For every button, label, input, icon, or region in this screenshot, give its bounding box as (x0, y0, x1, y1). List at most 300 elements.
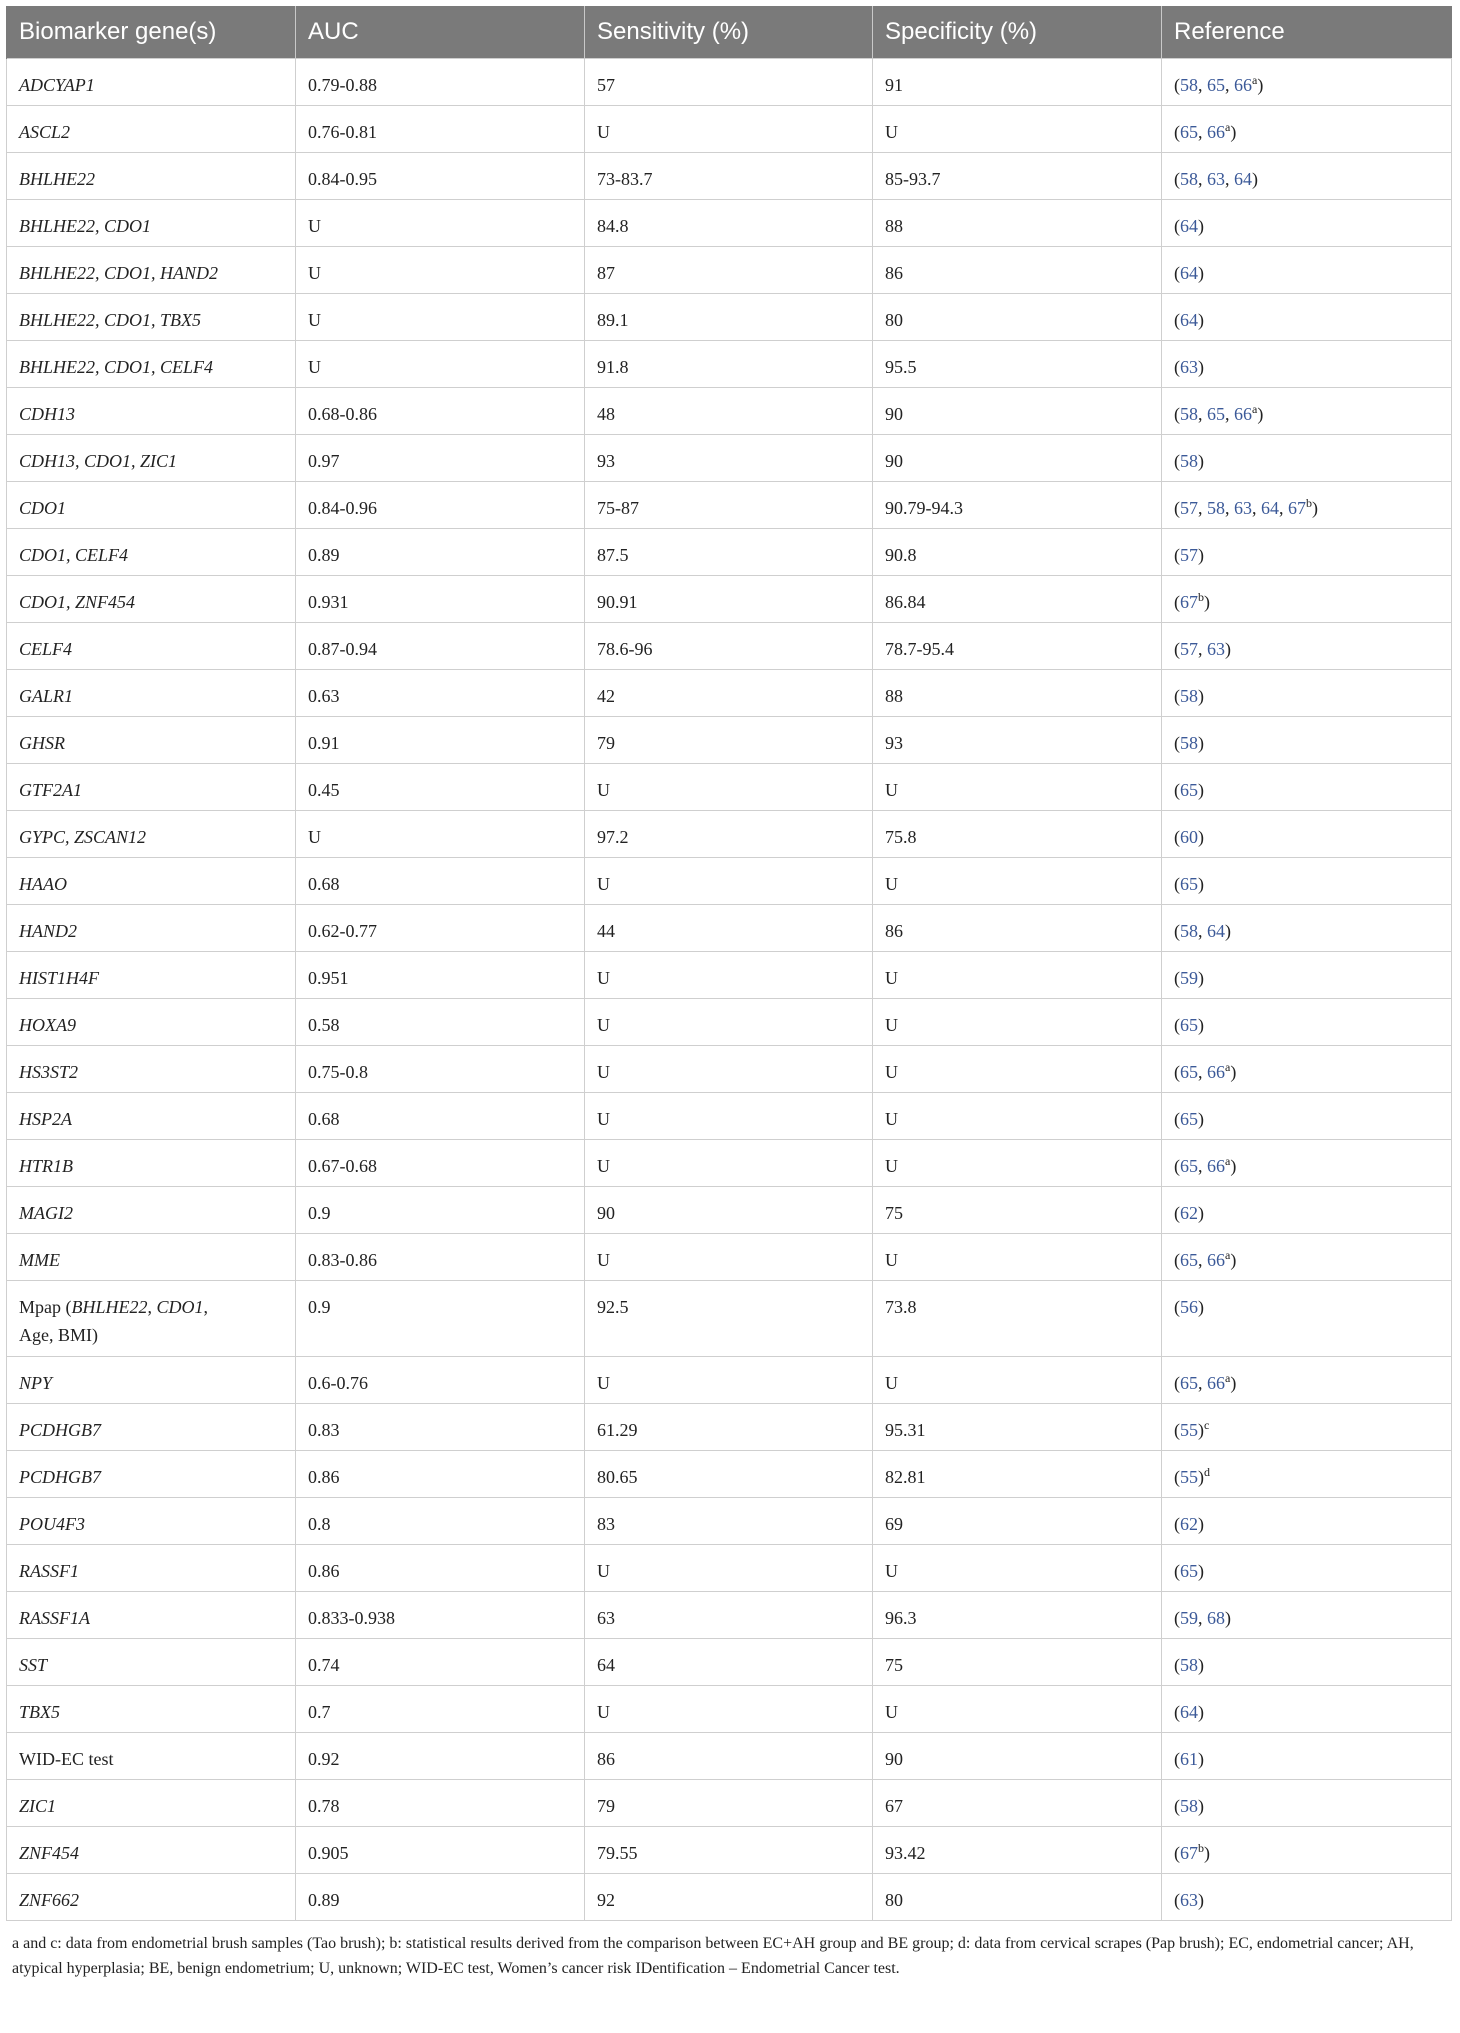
reference-link[interactable]: 58 (1180, 1655, 1198, 1675)
cell-biomarker: ASCL2 (7, 106, 296, 153)
table-row (7, 1140, 1452, 1187)
cell-auc: 0.833-0.938 (296, 1592, 585, 1639)
cell-specificity: 86.84 (873, 576, 1162, 623)
cell-specificity: 69 (873, 1498, 1162, 1545)
cell-specificity: 91 (873, 59, 1162, 106)
cell-biomarker: ZNF662 (7, 1874, 296, 1921)
cell-auc: 0.76-0.81 (296, 106, 585, 153)
cell-specificity: U (873, 999, 1162, 1046)
table-row (7, 247, 1452, 294)
cell-sensitivity: 57 (585, 59, 873, 106)
table-row (7, 905, 1452, 952)
cell-auc: 0.83 (296, 1404, 585, 1451)
cell-sensitivity: U (585, 1140, 873, 1187)
cell-auc: 0.86 (296, 1451, 585, 1498)
cell-biomarker: BHLHE22, CDO1 (7, 200, 296, 247)
cell-auc: 0.67-0.68 (296, 1140, 585, 1187)
cell-reference: (58, 65, 66$^a$) (1162, 59, 1452, 106)
cell-sensitivity: 73-83.7 (585, 153, 873, 200)
cell-specificity: U (873, 952, 1162, 999)
cell-specificity: 93.42 (873, 1827, 1162, 1874)
cell-sensitivity: 89.1 (585, 294, 873, 341)
cell-sensitivity: 87 (585, 247, 873, 294)
cell-specificity: 86 (873, 905, 1162, 952)
footnote-marker: c (1204, 1418, 1210, 1432)
cell-reference: (57, 58, 63, 64, 67$^b$) (1162, 482, 1452, 529)
table-row (7, 1733, 1452, 1780)
cell-specificity: 90 (873, 1733, 1162, 1780)
cell-auc: 0.84-0.95 (296, 153, 585, 200)
cell-biomarker: CDO1, CELF4 (7, 529, 296, 576)
cell-sensitivity: 93 (585, 435, 873, 482)
cell-reference: (58) (1162, 1780, 1452, 1827)
cell-biomarker: MAGI2 (7, 1187, 296, 1234)
reference-link[interactable]: 64 (1180, 263, 1198, 283)
cell-auc: 0.75-0.8 (296, 1046, 585, 1093)
reference-link[interactable]: 66 (1207, 1250, 1225, 1270)
reference-link[interactable]: 61 (1180, 1749, 1198, 1769)
reference-link[interactable]: 64 (1261, 498, 1279, 518)
table-row (7, 1827, 1452, 1874)
footnote-marker: a (1225, 120, 1231, 134)
reference-link[interactable]: 62 (1180, 1514, 1198, 1534)
cell-specificity: 73.8 (873, 1281, 1162, 1357)
cell-reference: (58) (1162, 670, 1452, 717)
cell-sensitivity: U (585, 999, 873, 1046)
cell-biomarker: GHSR (7, 717, 296, 764)
reference-link[interactable]: 57 (1180, 639, 1198, 659)
cell-sensitivity: 75-87 (585, 482, 873, 529)
cell-auc: 0.7 (296, 1686, 585, 1733)
table-row (7, 106, 1452, 153)
table-row (7, 858, 1452, 905)
reference-link[interactable]: 55 (1180, 1467, 1198, 1487)
reference-link[interactable]: 63 (1207, 169, 1225, 189)
cell-sensitivity: 86 (585, 1733, 873, 1780)
table-row (7, 1498, 1452, 1545)
cell-biomarker: GYPC, ZSCAN12 (7, 811, 296, 858)
table-row (7, 670, 1452, 717)
cell-biomarker: ZNF454 (7, 1827, 296, 1874)
cell-biomarker: HS3ST2 (7, 1046, 296, 1093)
table-row (7, 1639, 1452, 1686)
cell-biomarker: Mpap (BHLHE22, CDO1, Age, BMI) (7, 1281, 296, 1357)
cell-sensitivity: 64 (585, 1639, 873, 1686)
cell-specificity: 80 (873, 294, 1162, 341)
cell-sensitivity: U (585, 1357, 873, 1404)
cell-biomarker: TBX5 (7, 1686, 296, 1733)
cell-auc: 0.87-0.94 (296, 623, 585, 670)
reference-link[interactable]: 64 (1180, 216, 1198, 236)
cell-specificity: 95.5 (873, 341, 1162, 388)
reference-link[interactable]: 65 (1180, 122, 1198, 142)
cell-reference: (58) (1162, 1639, 1452, 1686)
table-row (7, 1234, 1452, 1281)
cell-sensitivity: 79 (585, 1780, 873, 1827)
cell-biomarker: MME (7, 1234, 296, 1281)
cell-auc: 0.9 (296, 1187, 585, 1234)
header-sensitivity: Sensitivity (%) (585, 6, 873, 59)
reference-link[interactable]: 58 (1180, 921, 1198, 941)
table-row (7, 388, 1452, 435)
cell-auc: 0.6-0.76 (296, 1357, 585, 1404)
header-biomarker: Biomarker gene(s) (7, 6, 296, 59)
reference-link[interactable]: 58 (1180, 75, 1198, 95)
reference-link[interactable]: 65 (1180, 1250, 1198, 1270)
table-row (7, 1187, 1452, 1234)
cell-auc: U (296, 341, 585, 388)
cell-sensitivity: 48 (585, 388, 873, 435)
cell-sensitivity: 78.6-96 (585, 623, 873, 670)
table-row (7, 811, 1452, 858)
cell-sensitivity: U (585, 106, 873, 153)
footnote-marker: a (1225, 1060, 1231, 1074)
cell-reference: (56) (1162, 1281, 1452, 1357)
reference-link[interactable]: 63 (1180, 357, 1198, 377)
cell-sensitivity: 79.55 (585, 1827, 873, 1874)
cell-specificity: 90 (873, 435, 1162, 482)
cell-biomarker: BHLHE22, CDO1, CELF4 (7, 341, 296, 388)
reference-link[interactable]: 65 (1180, 1156, 1198, 1176)
reference-link[interactable]: 58 (1180, 1796, 1198, 1816)
cell-sensitivity: 79 (585, 717, 873, 764)
cell-auc: 0.84-0.96 (296, 482, 585, 529)
table-body (7, 59, 1452, 1921)
cell-auc: 0.79-0.88 (296, 59, 585, 106)
cell-specificity: 86 (873, 247, 1162, 294)
cell-biomarker: CDO1, ZNF454 (7, 576, 296, 623)
reference-link[interactable]: 58 (1180, 451, 1198, 471)
cell-auc: 0.63 (296, 670, 585, 717)
reference-link[interactable]: 67 (1180, 1843, 1198, 1863)
cell-biomarker: HAND2 (7, 905, 296, 952)
reference-link[interactable]: 63 (1207, 639, 1225, 659)
cell-biomarker: WID-EC test (7, 1733, 296, 1780)
cell-reference: $(55)^c$ (1162, 1404, 1452, 1451)
cell-sensitivity: U (585, 858, 873, 905)
reference-link[interactable]: 64 (1180, 310, 1198, 330)
cell-specificity: U (873, 106, 1162, 153)
cell-reference: (64) (1162, 247, 1452, 294)
cell-specificity: 75 (873, 1187, 1162, 1234)
reference-link[interactable]: 59 (1180, 968, 1198, 988)
cell-reference: (63) (1162, 1874, 1452, 1921)
header-reference: Reference (1162, 6, 1452, 59)
reference-link[interactable]: 64 (1180, 1702, 1198, 1722)
cell-biomarker: GTF2A1 (7, 764, 296, 811)
reference-link[interactable]: 63 (1180, 1890, 1198, 1910)
footnote-marker: d (1204, 1465, 1210, 1479)
reference-link[interactable]: 58 (1180, 404, 1198, 424)
cell-specificity: 88 (873, 670, 1162, 717)
reference-link[interactable]: 62 (1180, 1203, 1198, 1223)
cell-specificity: 67 (873, 1780, 1162, 1827)
cell-biomarker: CDO1 (7, 482, 296, 529)
reference-link[interactable]: 65 (1180, 1062, 1198, 1082)
cell-biomarker: RASSF1 (7, 1545, 296, 1592)
header-specificity: Specificity (%) (873, 6, 1162, 59)
footnote-marker: a (1252, 402, 1258, 416)
cell-specificity: 96.3 (873, 1592, 1162, 1639)
reference-link[interactable]: 58 (1180, 733, 1198, 753)
biomarker-table (6, 6, 1452, 1921)
cell-sensitivity: 44 (585, 905, 873, 952)
cell-reference: (59, 68) (1162, 1592, 1452, 1639)
cell-sensitivity: U (585, 1093, 873, 1140)
cell-reference: (65, 66$^a$) (1162, 1357, 1452, 1404)
cell-reference: (63) (1162, 341, 1452, 388)
reference-link[interactable]: 64 (1234, 169, 1252, 189)
table-row (7, 294, 1452, 341)
cell-specificity: U (873, 1046, 1162, 1093)
cell-specificity: 80 (873, 1874, 1162, 1921)
cell-auc: 0.931 (296, 576, 585, 623)
cell-auc: 0.68 (296, 1093, 585, 1140)
cell-specificity: 78.7-95.4 (873, 623, 1162, 670)
cell-sensitivity: 83 (585, 1498, 873, 1545)
cell-specificity: U (873, 1234, 1162, 1281)
cell-auc: 0.86 (296, 1545, 585, 1592)
cell-specificity: U (873, 1093, 1162, 1140)
cell-auc: U (296, 247, 585, 294)
cell-specificity: 85-93.7 (873, 153, 1162, 200)
reference-link[interactable]: 65 (1180, 1015, 1198, 1035)
cell-sensitivity: 97.2 (585, 811, 873, 858)
reference-link[interactable]: 57 (1180, 545, 1198, 565)
cell-biomarker: HOXA9 (7, 999, 296, 1046)
cell-specificity: 75.8 (873, 811, 1162, 858)
cell-auc: 0.8 (296, 1498, 585, 1545)
cell-auc: 0.91 (296, 717, 585, 764)
reference-link[interactable]: 65 (1180, 1109, 1198, 1129)
cell-specificity: 90 (873, 388, 1162, 435)
cell-sensitivity: U (585, 952, 873, 999)
cell-reference: (65) (1162, 1093, 1452, 1140)
table-row (7, 1545, 1452, 1592)
reference-link[interactable]: 60 (1180, 827, 1198, 847)
cell-sensitivity: 42 (585, 670, 873, 717)
cell-reference: (64) (1162, 294, 1452, 341)
cell-reference: (61) (1162, 1733, 1452, 1780)
cell-reference: (65) (1162, 858, 1452, 905)
table-row (7, 576, 1452, 623)
table-row (7, 952, 1452, 999)
cell-biomarker: PCDHGB7 (7, 1404, 296, 1451)
cell-sensitivity: U (585, 1545, 873, 1592)
reference-link[interactable]: 66 (1207, 1373, 1225, 1393)
footnote-marker: b (1198, 1841, 1204, 1855)
cell-reference: (65) (1162, 999, 1452, 1046)
cell-specificity: 90.8 (873, 529, 1162, 576)
cell-sensitivity: 61.29 (585, 1404, 873, 1451)
table-row (7, 59, 1452, 106)
cell-biomarker: SST (7, 1639, 296, 1686)
reference-link[interactable]: 68 (1207, 1608, 1225, 1628)
cell-reference: (65, 66$^a$) (1162, 1140, 1452, 1187)
table-row (7, 153, 1452, 200)
reference-link[interactable]: 64 (1207, 921, 1225, 941)
cell-reference: $(55)^d$ (1162, 1451, 1452, 1498)
reference-link[interactable]: 65 (1207, 404, 1225, 424)
reference-link[interactable]: 57 (1180, 498, 1198, 518)
cell-auc: 0.45 (296, 764, 585, 811)
reference-link[interactable]: 58 (1180, 686, 1198, 706)
cell-specificity: 95.31 (873, 1404, 1162, 1451)
reference-link[interactable]: 66 (1234, 75, 1252, 95)
cell-biomarker: ZIC1 (7, 1780, 296, 1827)
footnote-marker: a (1225, 1154, 1231, 1168)
cell-reference: (60) (1162, 811, 1452, 858)
table-row (7, 529, 1452, 576)
cell-sensitivity: U (585, 1234, 873, 1281)
cell-reference: (64) (1162, 1686, 1452, 1733)
cell-specificity: 88 (873, 200, 1162, 247)
cell-auc: 0.83-0.86 (296, 1234, 585, 1281)
footnote-marker: a (1252, 73, 1258, 87)
cell-auc: 0.89 (296, 1874, 585, 1921)
cell-specificity: U (873, 1545, 1162, 1592)
footnote-marker: a (1225, 1248, 1231, 1262)
cell-biomarker: HTR1B (7, 1140, 296, 1187)
cell-auc: U (296, 811, 585, 858)
table-row (7, 435, 1452, 482)
cell-specificity: U (873, 1686, 1162, 1733)
cell-reference: (62) (1162, 1498, 1452, 1545)
table-row (7, 200, 1452, 247)
cell-reference: (67$^b$) (1162, 576, 1452, 623)
cell-reference: (59) (1162, 952, 1452, 999)
cell-sensitivity: 91.8 (585, 341, 873, 388)
reference-link[interactable]: 65 (1207, 75, 1225, 95)
cell-biomarker: ADCYAP1 (7, 59, 296, 106)
table-row (7, 717, 1452, 764)
cell-specificity: 90.79-94.3 (873, 482, 1162, 529)
cell-auc: 0.89 (296, 529, 585, 576)
cell-auc: U (296, 294, 585, 341)
cell-specificity: U (873, 1357, 1162, 1404)
reference-link[interactable]: 56 (1180, 1297, 1198, 1317)
cell-reference: (58) (1162, 435, 1452, 482)
reference-link[interactable]: 67 (1180, 592, 1198, 612)
cell-biomarker: RASSF1A (7, 1592, 296, 1639)
reference-link[interactable]: 65 (1180, 780, 1198, 800)
reference-link[interactable]: 59 (1180, 1608, 1198, 1628)
cell-biomarker: HSP2A (7, 1093, 296, 1140)
table-row (7, 1093, 1452, 1140)
cell-specificity: U (873, 1140, 1162, 1187)
cell-auc: 0.951 (296, 952, 585, 999)
cell-auc: 0.97 (296, 435, 585, 482)
cell-biomarker: CDH13 (7, 388, 296, 435)
reference-link[interactable]: 63 (1234, 498, 1252, 518)
cell-specificity: 82.81 (873, 1451, 1162, 1498)
cell-biomarker: HAAO (7, 858, 296, 905)
table-row (7, 482, 1452, 529)
cell-auc: 0.68 (296, 858, 585, 905)
table-row (7, 1451, 1452, 1498)
cell-biomarker: BHLHE22, CDO1, HAND2 (7, 247, 296, 294)
reference-link[interactable]: 58 (1207, 498, 1225, 518)
reference-link[interactable]: 58 (1180, 169, 1198, 189)
reference-link[interactable]: 65 (1180, 1373, 1198, 1393)
table-row (7, 764, 1452, 811)
cell-sensitivity: U (585, 1046, 873, 1093)
cell-sensitivity: U (585, 764, 873, 811)
table-row (7, 341, 1452, 388)
cell-reference: (58, 65, 66$^a$) (1162, 388, 1452, 435)
cell-sensitivity: 87.5 (585, 529, 873, 576)
cell-reference: (58, 63, 64) (1162, 153, 1452, 200)
cell-biomarker: NPY (7, 1357, 296, 1404)
table-row (7, 1046, 1452, 1093)
cell-reference: (67$^b$) (1162, 1827, 1452, 1874)
cell-reference: (65) (1162, 764, 1452, 811)
cell-reference: (65, 66$^a$) (1162, 106, 1452, 153)
cell-sensitivity: 90 (585, 1187, 873, 1234)
cell-specificity: 75 (873, 1639, 1162, 1686)
reference-link[interactable]: 66 (1207, 1062, 1225, 1082)
cell-auc: 0.68-0.86 (296, 388, 585, 435)
cell-reference: (57, 63) (1162, 623, 1452, 670)
cell-biomarker: BHLHE22, CDO1, TBX5 (7, 294, 296, 341)
reference-link[interactable]: 55 (1180, 1420, 1198, 1440)
header-auc: AUC (296, 6, 585, 59)
footnote-marker: b (1306, 496, 1312, 510)
cell-reference: (64) (1162, 200, 1452, 247)
cell-specificity: U (873, 858, 1162, 905)
table-container (6, 6, 1451, 1981)
cell-biomarker: POU4F3 (7, 1498, 296, 1545)
cell-sensitivity: 80.65 (585, 1451, 873, 1498)
cell-auc: U (296, 200, 585, 247)
cell-biomarker: CDH13, CDO1, ZIC1 (7, 435, 296, 482)
cell-reference: (62) (1162, 1187, 1452, 1234)
reference-link[interactable]: 66 (1207, 1156, 1225, 1176)
reference-link[interactable]: 66 (1207, 122, 1225, 142)
cell-sensitivity: 63 (585, 1592, 873, 1639)
cell-auc: 0.905 (296, 1827, 585, 1874)
cell-biomarker: HIST1H4F (7, 952, 296, 999)
cell-biomarker: BHLHE22 (7, 153, 296, 200)
cell-reference: (57) (1162, 529, 1452, 576)
cell-sensitivity: 90.91 (585, 576, 873, 623)
cell-auc: 0.62-0.77 (296, 905, 585, 952)
cell-specificity: 93 (873, 717, 1162, 764)
reference-link[interactable]: 65 (1180, 874, 1198, 894)
cell-sensitivity: 92.5 (585, 1281, 873, 1357)
reference-link[interactable]: 67 (1288, 498, 1306, 518)
cell-auc: 0.78 (296, 1780, 585, 1827)
cell-reference: (65, 66$^a$) (1162, 1046, 1452, 1093)
cell-biomarker: CELF4 (7, 623, 296, 670)
table-row (7, 1404, 1452, 1451)
cell-sensitivity: U (585, 1686, 873, 1733)
table-footnote: a and c: data from endometrial brush samples (Tao brush); b: statistical results derived from the comparison between EC+AH group and BE group; d: data from cervical scrapes (Pap brush); EC, endometrial cancer; AH, atypical hyperplasia; BE, benign endometrium; U, unknown; WID-EC test, Women’s cancer risk IDentification – Endometrial Cancer test. (12, 1935, 1414, 1977)
cell-reference: (65, 66$^a$) (1162, 1234, 1452, 1281)
table-row (7, 1780, 1452, 1827)
cell-auc: 0.74 (296, 1639, 585, 1686)
table-row (7, 999, 1452, 1046)
reference-link[interactable]: 66 (1234, 404, 1252, 424)
table-row (7, 1357, 1452, 1404)
cell-reference: (58) (1162, 717, 1452, 764)
cell-sensitivity: 84.8 (585, 200, 873, 247)
reference-link[interactable]: 65 (1180, 1561, 1198, 1581)
table-row (7, 623, 1452, 670)
header-row (7, 6, 1452, 59)
cell-auc: 0.58 (296, 999, 585, 1046)
cell-reference: (58, 64) (1162, 905, 1452, 952)
